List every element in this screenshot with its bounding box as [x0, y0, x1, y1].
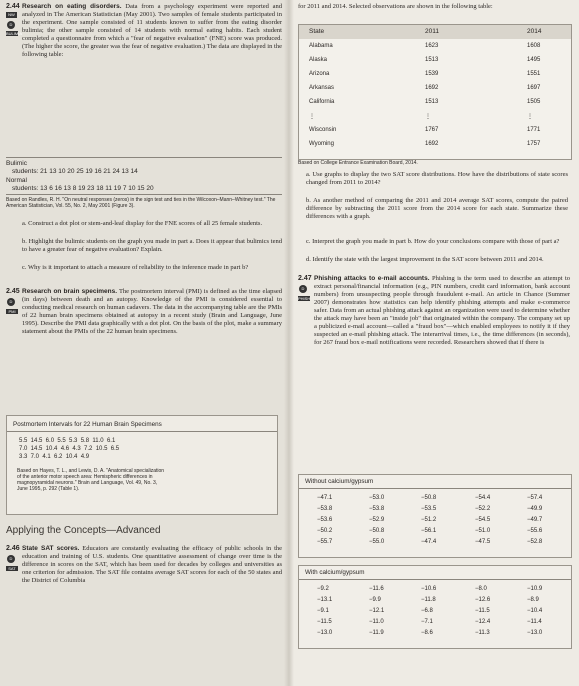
calcium-cell: −51.2: [421, 517, 437, 523]
d-icon: D: [7, 298, 15, 306]
exercise-2-44-part-b: b. Highlight the bulimic students on the graph you made in part a. Does it appear that bulimics tend to have a greater fear of negative evaluation? Explain.: [22, 238, 282, 253]
sat-cell: 1513: [425, 57, 439, 63]
calcium-cell: −54.5: [475, 517, 491, 523]
sat-icon: SAT: [6, 566, 18, 571]
sat-cell: 1757: [527, 141, 541, 147]
exercise-2-46-text: Educators are constantly evaluating the efficacy of public schools in the education and training of U.S. students. One quantitative assessment of change over time is the difference in scores on the SAT, which has been used for decades by colleges and universities as one criterion for admission. The SAT file contains average SAT scores for each of the 50 states and the District of Columbia: [22, 545, 283, 584]
sat-cell: ⋮: [309, 114, 315, 120]
calcium-cell: −53.5: [421, 506, 437, 512]
calcium-cell: −10.9: [527, 586, 543, 592]
sat-cell: 1608: [527, 43, 541, 49]
calcium-cell: −8.9: [527, 597, 539, 603]
exercise-2-47-title: Phishing attacks to e-mail accounts.: [314, 275, 430, 282]
sat-cell: Alaska: [309, 57, 328, 63]
sat-cell: 1692: [425, 141, 439, 147]
calcium-cell: −12.1: [369, 608, 385, 614]
calcium-cell: −9.1: [317, 608, 329, 614]
sat-cell: Arizona: [309, 71, 330, 77]
exercise-2-44-part-a: a. Construct a dot plot or stem-and-leaf display for the FNE scores of all 25 female students.: [22, 220, 263, 227]
calcium-cell: −11.4: [527, 619, 542, 625]
sat-cell: Arkansas: [309, 85, 335, 91]
pmi-row-2: 7.0 14.5 10.4 4.6 4.3 7.2 10.5 6.5: [19, 446, 120, 452]
sat-cell: Wisconsin: [309, 127, 337, 133]
sat-cell: 1697: [527, 85, 541, 91]
sat-cell: California: [309, 99, 335, 105]
calcium-cell: −51.0: [475, 528, 491, 534]
pmi-table-box: [6, 415, 278, 515]
calcium-cell: −11.5: [317, 619, 332, 625]
sat-cell: 1692: [425, 85, 439, 91]
calcium-cell: −11.6: [369, 586, 384, 592]
calcium-cell: −11.0: [369, 619, 384, 625]
sat-question-c: c. Interpret the graph you made in part b. How do your conclusions compare with those of part a?: [306, 238, 560, 245]
d-icon: D: [7, 555, 15, 563]
sat-cell: 1539: [425, 71, 439, 77]
pmi-table-title: Postmortem Intervals for 22 Human Brain Specimens: [13, 421, 162, 428]
calcium-cell: −8.0: [475, 586, 487, 592]
calcium-cell: −13.0: [527, 630, 543, 636]
calcium-cell: −47.5: [475, 539, 491, 545]
calcium-cell: −8.6: [421, 630, 433, 636]
calcium-cell: −9.9: [369, 597, 381, 603]
pmi-icon: PMI: [6, 309, 18, 314]
calcium-cell: −52.9: [369, 517, 385, 523]
data-table-bottom-rule: [6, 194, 282, 195]
normal-scores: students: 13 6 16 13 8 19 23 18 11 19 7 10 15 20: [12, 185, 154, 192]
applying-concepts-heading: Applying the Concepts—Advanced: [6, 525, 161, 536]
sat-cell: ⋮: [425, 114, 431, 120]
calcium-cell: −13.1: [317, 597, 333, 603]
bulimia-source-note: Based on Randles, R. H. "On neutral responses (zeros) in the sign test and ties in the Wilcoxon–Mann–Whitney test." The American Statistician, Vol. 55, No. 2, May 2001 (Figure 3).: [6, 197, 276, 209]
exercise-2-44-part-c: c. Why is it important to attach a measure of reliability to the inference made in part b?: [22, 264, 249, 271]
page-gutter: [284, 0, 294, 686]
calcium-cell: −12.4: [475, 619, 491, 625]
calcium-cell: −7.1: [421, 619, 433, 625]
exercise-2-46-title: State SAT scores.: [22, 545, 80, 552]
calcium-cell: −11.8: [421, 597, 436, 603]
calcium-cell: −55.6: [527, 528, 543, 534]
sat-cell: 1513: [425, 99, 439, 105]
calcium-cell: −11.3: [475, 630, 490, 636]
sat-question-d: d. Identify the state with the largest improvement in the SAT score between 2011 and 2014.: [306, 256, 544, 263]
sat-cell: Wyoming: [309, 141, 334, 147]
without-calcium-title: Without calcium/gypsum: [305, 478, 374, 485]
sat-cell: ⋮: [527, 114, 533, 120]
calcium-cell: −12.6: [475, 597, 491, 603]
sat-table: [298, 24, 572, 160]
exercise-number-2-45: 2.45: [6, 288, 20, 295]
calcium-cell: −55.7: [317, 539, 333, 545]
calcium-cell: −55.0: [369, 539, 385, 545]
calcium-cell: −11.5: [475, 608, 490, 614]
sat-cell: 1623: [425, 43, 439, 49]
calcium-cell: −50.8: [369, 528, 385, 534]
data-table-top-rule: [6, 157, 282, 158]
sat-header-2014: 2014: [527, 28, 542, 35]
sat-intro-text: for 2011 and 2014. Selected observations are shown in the following table:: [298, 3, 493, 10]
sat-cell: 1767: [425, 127, 439, 133]
sat-cell: 1505: [527, 99, 541, 105]
nw-icon: NW: [6, 12, 17, 18]
sat-cell: 1551: [527, 71, 541, 77]
sat-cell: Alabama: [309, 43, 333, 49]
sat-question-b: b. As another method of comparing the 2011 and 2014 average SAT scores, compute the paired difference by subtracting the 2011 score from the 2014 score for each state. Summarize these differences with a graph.: [306, 197, 568, 220]
calcium-cell: −50.2: [317, 528, 333, 534]
calcium-cell: −13.0: [317, 630, 333, 636]
calcium-cell: −54.4: [475, 495, 491, 501]
exercise-2-45-text: The postmortem interval (PMI) is defined as the time elapsed (in days) between death and an autopsy. Knowledge of the PMI is considered essential to conducting medical research on human cadavers. The data in the accompanying table are the PMIs of 22 human brain specimens obtained at autopsy in a recent study (Brain and Language, June 1995). Describe the PMI data graphically with a dot plot. On the basis of the plot, make a summary statement about the PMIs of the 22 human brain specimens.: [22, 288, 283, 335]
calcium-cell: −53.8: [317, 506, 333, 512]
exercise-number-2-47: 2.47: [298, 275, 312, 282]
bulimic-scores: students: 21 13 10 20 25 19 16 21 24 13 14: [12, 168, 138, 175]
exercise-2-44-body: [22, 3, 282, 59]
calcium-cell: −6.8: [421, 608, 433, 614]
calcium-cell: −53.8: [369, 506, 385, 512]
calcium-cell: −47.1: [317, 495, 333, 501]
exercise-2-45-title: Research on brain specimens.: [22, 288, 118, 295]
calcium-cell: −10.4: [527, 608, 543, 614]
calcium-cell: −47.4: [421, 539, 437, 545]
calcium-cell: −9.2: [317, 586, 329, 592]
exercise-2-47-body: [314, 275, 570, 347]
sat-header-state: State: [309, 28, 325, 35]
normal-label: Normal: [6, 177, 27, 184]
exercise-2-44-title: Research on eating disorders.: [22, 3, 122, 10]
pmi-row-1: 5.5 14.5 6.0 5.5 5.3 5.8 11.0 6.1: [19, 438, 116, 444]
pmi-source-note: Based on Hayes, T. L., and Lewis, D. A. "Anatomical specialization of the anterior motor speech area: Hemispheric differences in magnopyramidal neurons." Brain and Language, Vol. 49, No. 3, June 1995, p. 292 (Table 1).: [17, 468, 165, 492]
bulimic-label: Bulimic: [6, 160, 27, 167]
calcium-cell: −11.9: [369, 630, 384, 636]
bulimia-icon: BULIMIA: [6, 31, 23, 36]
sat-cell: 1495: [527, 57, 541, 63]
calcium-cell: −57.4: [527, 495, 543, 501]
calcium-cell: −49.9: [527, 506, 543, 512]
without-calcium-rule: [299, 488, 571, 489]
d-icon: D: [7, 21, 15, 29]
exercise-2-46-body: [22, 545, 282, 585]
with-calcium-rule: [299, 579, 571, 580]
with-calcium-title: With calcium/gypsum: [305, 569, 365, 576]
calcium-cell: −10.6: [421, 586, 437, 592]
calcium-cell: −52.8: [527, 539, 543, 545]
sat-header-2011: 2011: [425, 28, 439, 35]
d-icon: D: [299, 285, 307, 293]
calcium-cell: −52.2: [475, 506, 491, 512]
pmi-row-3: 3.3 7.0 4.1 6.2 10.4 4.9: [19, 454, 90, 460]
sat-source-note: Based on College Entrance Examination Board, 2014.: [298, 160, 418, 166]
exercise-2-44-text: Data from a psychology experiment were reported and analyzed in The American Statistician (May 2001). Two samples of female students participated in the experiment. One sample consisted of 11 students known to suffer from the eating disorder bulimia; the other sample consisted of 14 students with normal eating habits. Each student completed a questionnaire from which a "fear of negative evaluation" (FNE) score was produced. (The higher the score, the greater was the fear of negative evaluation.) The data are displayed in the following table:: [22, 3, 283, 58]
with-calcium-table: [298, 565, 572, 649]
calcium-cell: −53.6: [317, 517, 333, 523]
sat-cell: 1771: [527, 127, 541, 133]
exercise-2-45-body: [22, 288, 282, 336]
without-calcium-table: [298, 474, 572, 558]
exercise-number-2-46: 2.46: [6, 545, 20, 552]
calcium-cell: −53.0: [369, 495, 385, 501]
calcium-cell: −49.7: [527, 517, 543, 523]
exercise-number-2-44: 2.44: [6, 3, 20, 10]
phish-icon: PHISH: [298, 296, 311, 301]
pmi-table-values: [19, 437, 119, 461]
pmi-table-rule: [7, 431, 277, 432]
calcium-cell: −56.1: [421, 528, 437, 534]
sat-question-a: a. Use graphs to display the two SAT score distributions. How have the distributions of state scores changed from 2011 to 2014?: [306, 171, 568, 186]
calcium-cell: −50.8: [421, 495, 437, 501]
exercise-2-47-text: Phishing is the term used to describe an attempt to extract personal/financial information (e.g., PIN numbers, credit card information, bank account numbers) from unsuspecting people through fraudulent e-mail. An article in Chance (Summer 2007) demonstrates how statistics can help identify phishing attempts and make e-commerce safer. Data from an actual phishing attack against an organization were used to determine whether the attack may have been an "inside job" that originated within the company. The company set up a publicized e-mail account—called a "fraud box"—which enabled employees to notify it if they suspected an e-mail phishing attack. The interarrival times, i.e., the time differences (in seconds), for 267 fraud box e-mail notifications were recorded. Researchers showed that if there is: [314, 275, 570, 346]
